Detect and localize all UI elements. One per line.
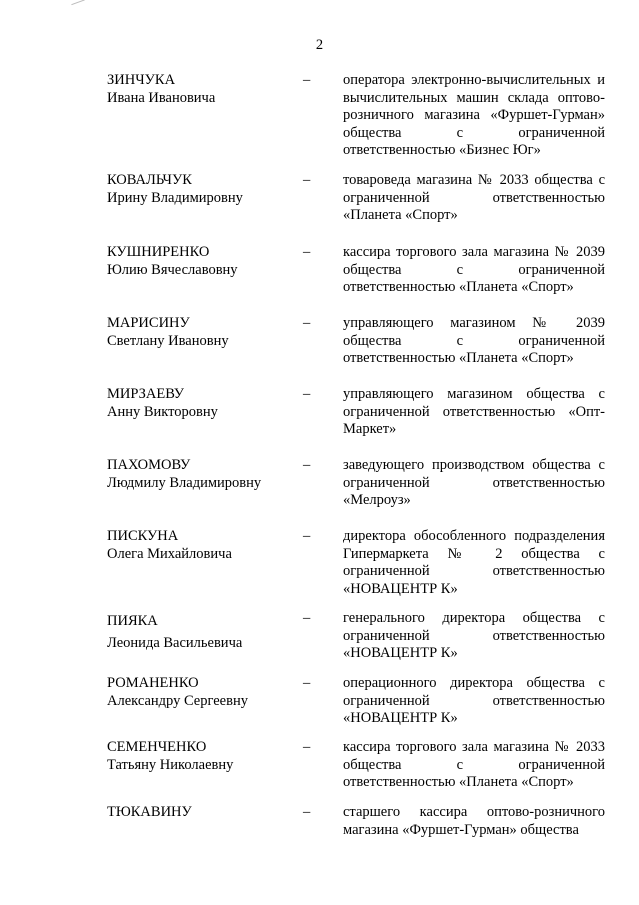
- given-names: Александру Сергеевну: [107, 692, 248, 709]
- position-description: кассира торгового зала магазина № 2033 общества с ограниченной ответственностью «Планета «Спорт»: [343, 739, 605, 790]
- dash: –: [303, 610, 311, 626]
- dash: –: [303, 804, 311, 820]
- surname: МИРЗАЕВУ: [107, 386, 184, 402]
- given-names: Татьяну Николаевну: [107, 756, 234, 773]
- dash: –: [303, 172, 311, 188]
- dash: –: [303, 675, 311, 691]
- surname: КОВАЛЬЧУК: [107, 172, 192, 188]
- position-description: генерального директора общества с ограниченной ответственностью «НОВАЦЕНТР К»: [343, 610, 605, 661]
- person-name: [107, 804, 297, 822]
- dash: –: [303, 315, 311, 331]
- dash: –: [303, 457, 311, 473]
- surname: ПИСКУНА: [107, 528, 179, 544]
- person-name: [107, 528, 297, 563]
- position-description: оператора электронно-вычислительных и вычислительных машин склада оптово-розничного магазина «Фуршет-Гурман» общества с ограниченной ответственностью «Бизнес Юг»: [343, 72, 605, 158]
- given-names: Ирину Владимировну: [107, 189, 243, 206]
- person-name: [107, 739, 297, 774]
- person-name: [107, 72, 297, 107]
- person-name: [107, 315, 297, 350]
- given-names: Анну Викторовну: [107, 403, 218, 420]
- surname: ПИЯКА: [107, 613, 158, 629]
- surname: ТЮКАВИНУ: [107, 804, 192, 820]
- person-name: [107, 244, 297, 279]
- position-description: товароведа магазина № 2033 общества с ограниченной ответственностью «Планета «Спорт»: [343, 172, 605, 223]
- surname: СЕМЕНЧЕНКО: [107, 739, 207, 755]
- dash: –: [303, 72, 311, 88]
- page-number: 2: [315, 37, 324, 53]
- dash: –: [303, 386, 311, 402]
- position-description: старшего кассира оптово-розничного магазина «Фуршет-Гурман» общества: [343, 804, 605, 838]
- given-names: Юлию Вячеславовну: [107, 261, 238, 278]
- position-description: кассира торгового зала магазина № 2039 общества с ограниченной ответственностью «Планета «Спорт»: [343, 244, 605, 295]
- person-name: [107, 457, 297, 492]
- given-names: Людмилу Владимировну: [107, 474, 262, 491]
- person-name: [107, 172, 297, 207]
- given-names: Светлану Ивановну: [107, 332, 229, 349]
- position-description: директора обособленного подразделения Гипермаркета № 2 общества с ограниченной ответственностью «НОВАЦЕНТР К»: [343, 528, 605, 597]
- position-description: управляющего магазином общества с ограниченной ответственностью «Опт-Маркет»: [343, 386, 605, 437]
- given-names: Олега Михайловича: [107, 545, 232, 562]
- surname: ЗИНЧУКА: [107, 72, 176, 88]
- surname: МАРИСИНУ: [107, 315, 190, 331]
- person-name: [107, 386, 297, 421]
- dash: –: [303, 528, 311, 544]
- surname: КУШНИРЕНКО: [107, 244, 210, 260]
- position-description: заведующего производством общества с ограниченной ответственностью «Мелроуз»: [343, 457, 605, 508]
- position-description: управляющего магазином № 2039 общества с ограниченной ответственностью «Планета «Спорт»: [343, 315, 605, 366]
- person-name: [107, 675, 297, 710]
- dash: –: [303, 739, 311, 755]
- given-names: Леонида Васильевича: [107, 635, 243, 651]
- surname: ПАХОМОВУ: [107, 457, 191, 473]
- person-name: [107, 610, 297, 654]
- scan-mark: [69, 0, 85, 5]
- given-names: Ивана Ивановича: [107, 89, 216, 106]
- surname: РОМАНЕНКО: [107, 675, 199, 691]
- position-description: операционного директора общества с ограниченной ответственностью «НОВАЦЕНТР К»: [343, 675, 605, 726]
- dash: –: [303, 244, 311, 260]
